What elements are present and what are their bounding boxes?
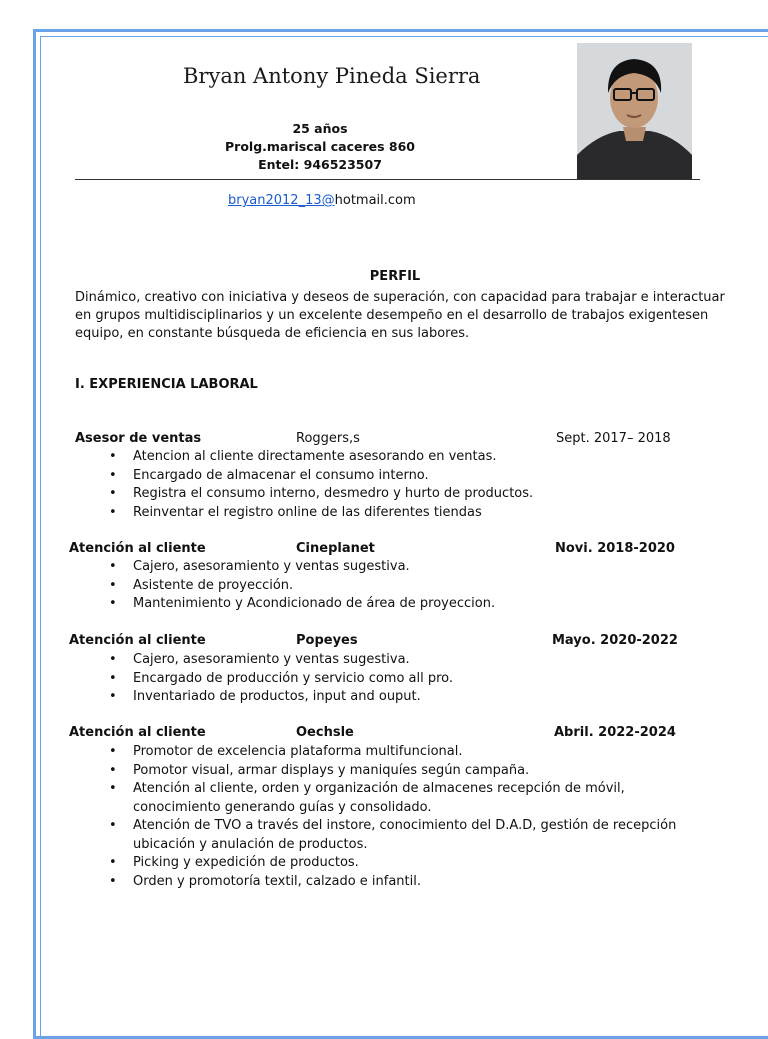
- profile-text: Dinámico, creativo con iniciativa y deseos de superación, con capacidad para trabajar e interactuar en grupos multidisciplinarios y un excelente desempeño en el desarrollo de trabajos exigentesen equipo, en constante búsqueda de eficiencia en sus labores.: [75, 290, 725, 341]
- job-header: [0, 725, 768, 743]
- list-item: • Promotor de excelencia plataforma multifuncional.: [109, 743, 699, 762]
- job-company: Cineplanet: [296, 541, 375, 556]
- list-item: • Encargado de producción y servicio como all pro.: [109, 670, 699, 689]
- job-dates: Sept. 2017– 2018: [556, 431, 671, 446]
- list-item: • Atención de TVO a través del instore, conocimiento del D.A.D, gestión de recepción ubicación y anulación de productos.: [109, 817, 699, 854]
- email-line: [228, 193, 416, 208]
- job-role: Asesor de ventas: [75, 431, 202, 446]
- email-link[interactable]: bryan2012_13@: [228, 193, 335, 208]
- candidate-name: Bryan Antony Pineda Sierra: [183, 64, 481, 88]
- list-item: • Inventariado de productos, input and ouput.: [109, 688, 699, 707]
- list-item: • Cajero, asesoramiento y ventas sugestiva.: [109, 558, 699, 577]
- profile-photo: [577, 43, 692, 179]
- job-company: Popeyes: [296, 633, 358, 648]
- job-dates: Abril. 2022-2024: [554, 725, 676, 740]
- list-item: • Registra el consumo interno, desmedro y hurto de productos.: [109, 485, 699, 504]
- job-duties-list: [109, 651, 699, 707]
- job-header: [0, 633, 768, 651]
- job-header: [0, 431, 768, 449]
- job-duties-list: [109, 558, 699, 614]
- email-domain: hotmail.com: [334, 193, 416, 208]
- job-company: Oechsle: [296, 725, 354, 740]
- header-divider: [75, 179, 700, 180]
- list-item: • Mantenimiento y Acondicionado de área de proyeccion.: [109, 595, 699, 614]
- job-duties-list: [109, 448, 699, 522]
- job-dates: Mayo. 2020-2022: [552, 633, 678, 648]
- list-item: • Picking y expedición de productos.: [109, 854, 699, 873]
- experience-title: I. EXPERIENCIA LABORAL: [75, 377, 258, 392]
- job-role: Atención al cliente: [69, 633, 206, 648]
- address-text: Prolg.mariscal caceres 860: [225, 139, 415, 154]
- job-header: [0, 541, 768, 559]
- age-text: 25 años: [292, 121, 348, 136]
- list-item: • Encargado de almacenar el consumo interno.: [109, 467, 699, 486]
- list-item: • Atencion al cliente directamente asesorando en ventas.: [109, 448, 699, 467]
- list-item: • Orden y promotoría textil, calzado e infantil.: [109, 873, 699, 892]
- list-item: • Asistente de proyección.: [109, 577, 699, 596]
- job-company: Roggers,s: [296, 431, 360, 446]
- list-item: • Cajero, asesoramiento y ventas sugestiva.: [109, 651, 699, 670]
- job-role: Atención al cliente: [69, 541, 206, 556]
- job-dates: Novi. 2018-2020: [555, 541, 675, 556]
- job-role: Atención al cliente: [69, 725, 206, 740]
- phone-text: Entel: 946523507: [258, 157, 382, 172]
- job-duties-list: [109, 743, 699, 891]
- list-item: • Atención al cliente, orden y organización de almacenes recepción de móvil, conocimiento generando guías y consolidado.: [109, 780, 699, 817]
- profile-title: PERFIL: [369, 269, 421, 284]
- person-portrait-icon: [577, 43, 692, 179]
- list-item: • Pomotor visual, armar displays y maniquíes según campaña.: [109, 762, 699, 781]
- list-item: • Reinventar el registro online de las diferentes tiendas: [109, 504, 699, 523]
